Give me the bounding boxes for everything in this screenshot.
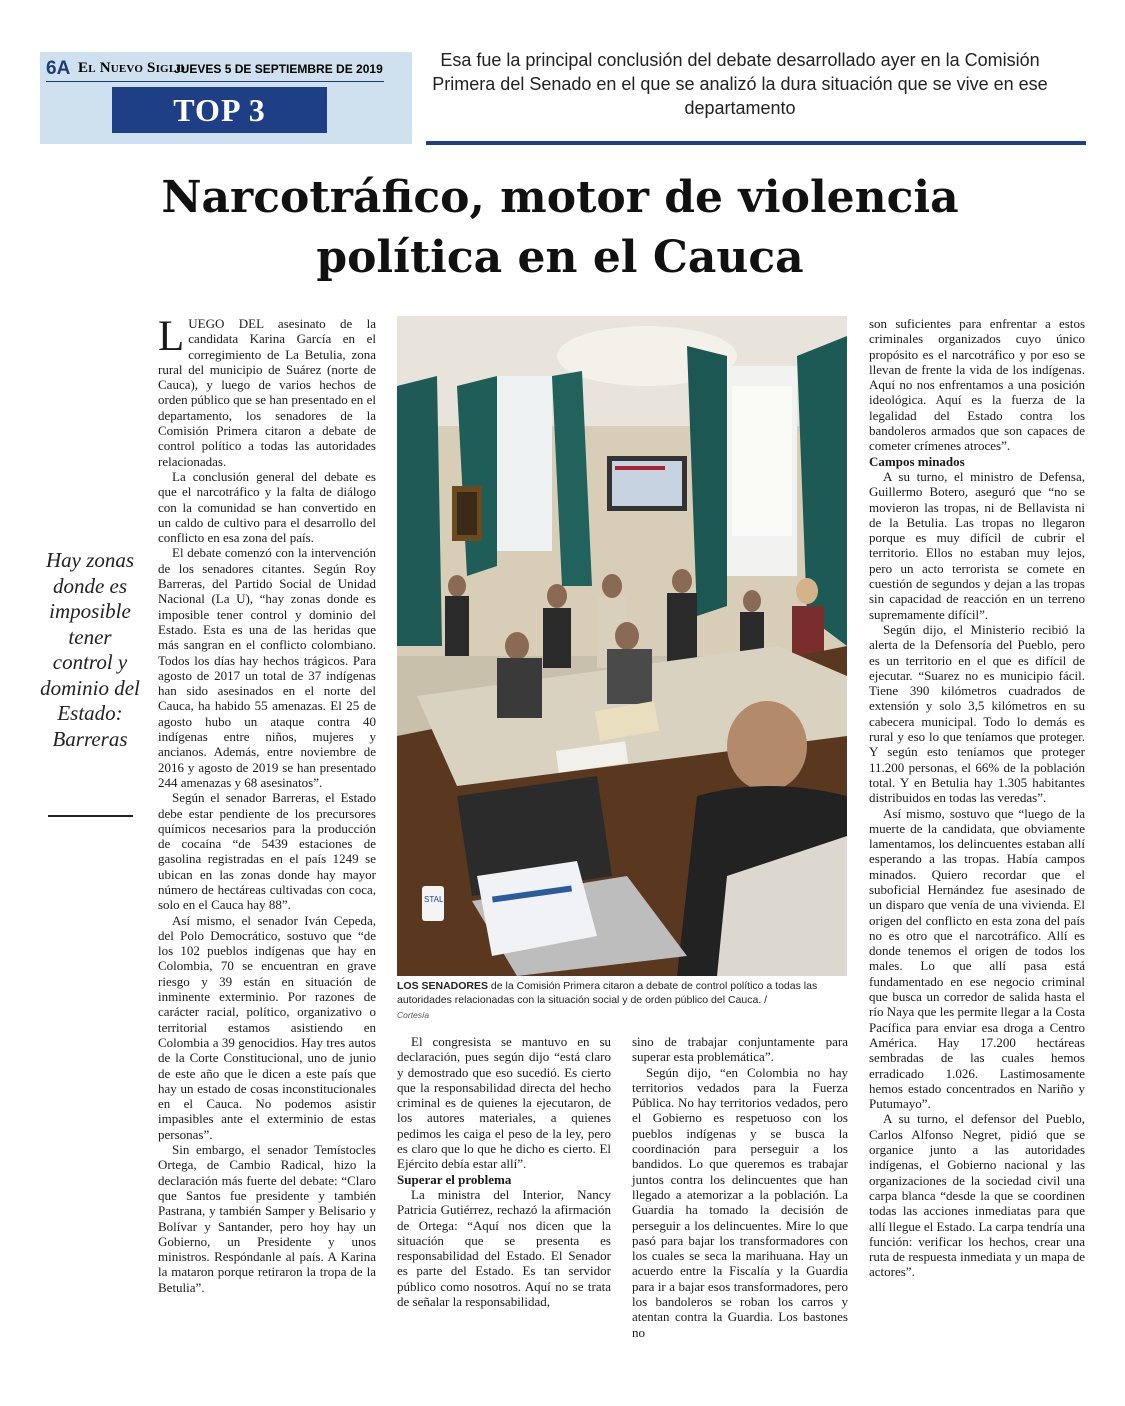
caption-text: de la Comisión Primera citaron a debate de control político a todas las autoridades relacionadas con la situación social y de orden público del Cauca. /: [397, 980, 818, 1006]
photo-illustration: [397, 316, 847, 976]
paragraph: El debate comenzó con la intervención de los senadores citantes. Según Roy Barreras, del Partido Social de Unidad Nacional (La U), “hay zonas donde es imposible tener control y dominio del Estado. Esta es una de las heridas que más sangran en el conflicto colombiano. Todos los días hay hechos trágicos. Para agosto de 2017 un total de 37 indígenas han sido asesinados en el norte del Cauca, ha habido 55 amenazas. El 25 de agosto hubo un ataque contra 40 indígenas entre niños, mujeres y ancianos. Además, entre noviembre de 2016 y agosto de 2019 se han presentado 244 amenazas y 68 asesinatos”.: [158, 545, 376, 790]
deck-text: Esa fue la principal conclusión del debate desarrollado ayer en la Comisión Primera del Senado en el que se analizó la dura situación que se vive en ese departamento: [432, 50, 1048, 118]
paragraph: Según dijo, “en Colombia no hay territorios vedados para la Fuerza Pública. No hay territorios vedados, pero el Gobierno es respetuoso con los pueblos indígenas y se busca la coordinación para perseguir a los bandidos. Lo que queremos es trabajar juntos contra los delincuentes que han llegado a atemorizar a la población. La Guardia ha tomado la decisión de perseguir a los delincuentes. Mire lo que pasó para bajar los transformadores con los cuales se seca la marihuana. Hay un acuerdo entre la Fiscalía y la Guardia para ir a bajar esos transformadores, pero los bandoleros se roban los carros y atentan contra la Guardia. Los bastones no: [632, 1064, 848, 1340]
pull-quote-rule: [48, 815, 133, 817]
page-number: 6A: [46, 58, 71, 79]
paragraph: La ministra del Interior, Nancy Patricia Gutiérrez, rechazó la afirmación de Ortega: “Aquí nos dicen que la situación que se presenta es responsabilidad del Estado. El Senador es parte del Estado. Es tan servidor público como nosotros. Aquí no se trata de señalar la responsabilidad,: [397, 1186, 611, 1310]
deck-rule: [426, 141, 1086, 145]
issue-date: JUEVES 5 DE SEPTIEMBRE DE 2019: [174, 62, 383, 76]
paragraph: El congresista se mantuvo en su declaración, pues según dijo “está claro y demostrado que eso sucedió. Es cierto que la responsabilidad directa del hecho criminal es de quienes la ejecutaron, de los autores materiales, a quienes pedimos les caiga el peso de la ley, pero es claro que lo que he dicho es cierto. El Ejército debía estar allí”.: [397, 1034, 611, 1172]
paragraph: A su turno, el ministro de Defensa, Guillermo Botero, aseguró que “no se movieron las tropas, ni de Bellavista ni de la Betulia. Las tropas no llegaron porque es muy difícil de cubrir el territorio. Ellos no estaban muy lejos, pero un acto terrorista se comete en cuestión de segundos y dejan a las tropas sin capacidad de reacción en un terreno supremamente difícil”.: [869, 468, 1085, 622]
photo-credit: Cortesía: [397, 1010, 430, 1020]
newspaper-name: El Nuevo Siglo: [78, 60, 186, 76]
paragraph-text: UEGO DEL asesinato de la candidata Karina García en el corregimiento de La Betulia, zona rural del municipio de Suárez (norte de Cauca), y luego de varios hechos de orden público que se han presentado en el departamento, los senadores de la Comisión Primera citaron a debate de control político a todas las autoridades relacionadas.: [158, 316, 376, 469]
cup-logo: STAL: [424, 895, 444, 904]
headline-line-2: política en el Cauca: [316, 232, 804, 283]
paragraph: Así mismo, el senador Iván Cepeda, del Polo Democrático, sostuvo que “de los 102 pueblos indígenas que hay en Colombia, 70 se encuentran en grave riesgo y 39 están en situación de inminente exterminio. Por razones de carácter racial, político, organizativo o territorial estamos asistiendo en Colombia a 39 genocidios. Hay tres autos de la Corte Constitucional, uno de junio de este año que le dicen a este país que hay un estado de cosas inconstitucionales en el Cauca. No podemos asistir impasibles ante el exterminio de estas personas”.: [158, 912, 376, 1142]
paragraph: Según dijo, el Ministerio recibió la alerta de la Defensoría del Pueblo, pero es un territorio en el que es difícil de ejecutar. “Suarez no es municipio fácil. Tiene 390 kilómetros cuadrados de extensión y solo 3,5 kilómetros en su cabecera municipal. Todo lo demás es rural y eso lo que teníamos que proteger. Y según esto teníamos que proteger 11.200 personas, el 66% de la población total. Y en Betulia hay 1.305 habitantes distribuidos en todas las veredas”.: [869, 621, 1085, 806]
article-column-1: [158, 313, 376, 1295]
article-column-3: [632, 1034, 848, 1340]
header-rule: [46, 81, 384, 82]
paragraph: son suficientes para enfrentar a estos criminales organizados cuyo único propósito es el narcotráfico y por eso se llevan de frente la vida de los indígenas. Aquí no nos enfrentamos a una posición ideológica. Aquí es la fuerza de la legalidad del Estado contra los bandoleros armados que son capaces de cometer crímenes atroces”.: [869, 316, 1085, 454]
paragraph: Sin embargo, el senador Temístocles Ortega, de Cambio Radical, hizo la declaración más fuerte del debate: “Claro que Santos fue presidente y también Pastrana, y también Samper y Belisario y Bolívar y Santander, pero hoy hay un Gobierno, un Presidente y unos ministros. Respóndanle al país. A Karina la mataron porque retiraron la tropa de la Betulia”.: [158, 1142, 376, 1295]
subheading: Superar el problema: [397, 1171, 512, 1187]
paragraph: Así mismo, sostuvo que “luego de la muerte de la candidata, que obviamente lamentamos, los delincuentes estaban allí esperando a las tropas. Había campos minados. Quiero recordar que el suboficial Hernández fue asesinado de un disparo que venía de una vivienda. El origen del conflicto en esta zona del país no es otro que el narcotráfico. Allí es donde tenemos el origen de todos los males. Lo que allí pasa está fundamentado en ese negocio criminal que busca un corredor de salida hasta el río Naya que les permite llegar a la Costa Pacífica para enviar esa droga a Centro América. Hay 17.200 hectáreas sembradas de las cuales hemos erradicado 1.026. Lastimosamente hemos estado concentrados en Nariño y Putumayo”.: [869, 805, 1085, 1112]
headline: [60, 168, 1060, 288]
section-label: TOP 3: [112, 87, 327, 133]
drop-cap: L: [158, 313, 185, 360]
paragraph: [158, 313, 376, 469]
paragraph: La conclusión general del debate es que el narcotráfico y la falta de diálogo con la comunidad se han convertido en un caldo de cultivo para el desarrollo del conflicto en esa zona del país.: [158, 468, 376, 546]
paragraph: sino de trabajar conjuntamente para superar esta problemática”.: [632, 1034, 848, 1065]
paragraph: Según el senador Barreras, el Estado debe estar pendiente de los precursores químicos necesarios para la producción de cocaína “de 5439 estaciones de gasolina registradas en el país 1249 se ubican en las zonas donde hay mayor número de hectáreas cultivadas con coca, solo en el Cauca hay 88”.: [158, 790, 376, 913]
paragraph: A su turno, el defensor del Pueblo, Carlos Alfonso Negret, pidió que se organice junto a las autoridades indígenas, el Gobierno nacional y las organizaciones de la sociedad civil una carpa blanca “desde la que se coordinen todas las acciones inmediatas para que allí llegue el Estado. La carpa tendría una función: verificar los hechos, crear una ruta de respuesta inmediata y un mapa de actores”.: [869, 1111, 1085, 1280]
pull-quote: Hay zonas donde es imposible tener control y dominio del Estado: Barreras: [40, 548, 140, 751]
article-column-4: [869, 316, 1085, 1280]
photo-caption: [397, 979, 849, 1007]
subheading: Campos minados: [869, 453, 965, 469]
headline-line-1: Narcotráfico, motor de violencia: [161, 172, 959, 223]
article-column-2: [397, 1034, 611, 1309]
senate-hearing-photo: [397, 316, 847, 976]
caption-lead: LOS SENADORES: [397, 980, 489, 992]
